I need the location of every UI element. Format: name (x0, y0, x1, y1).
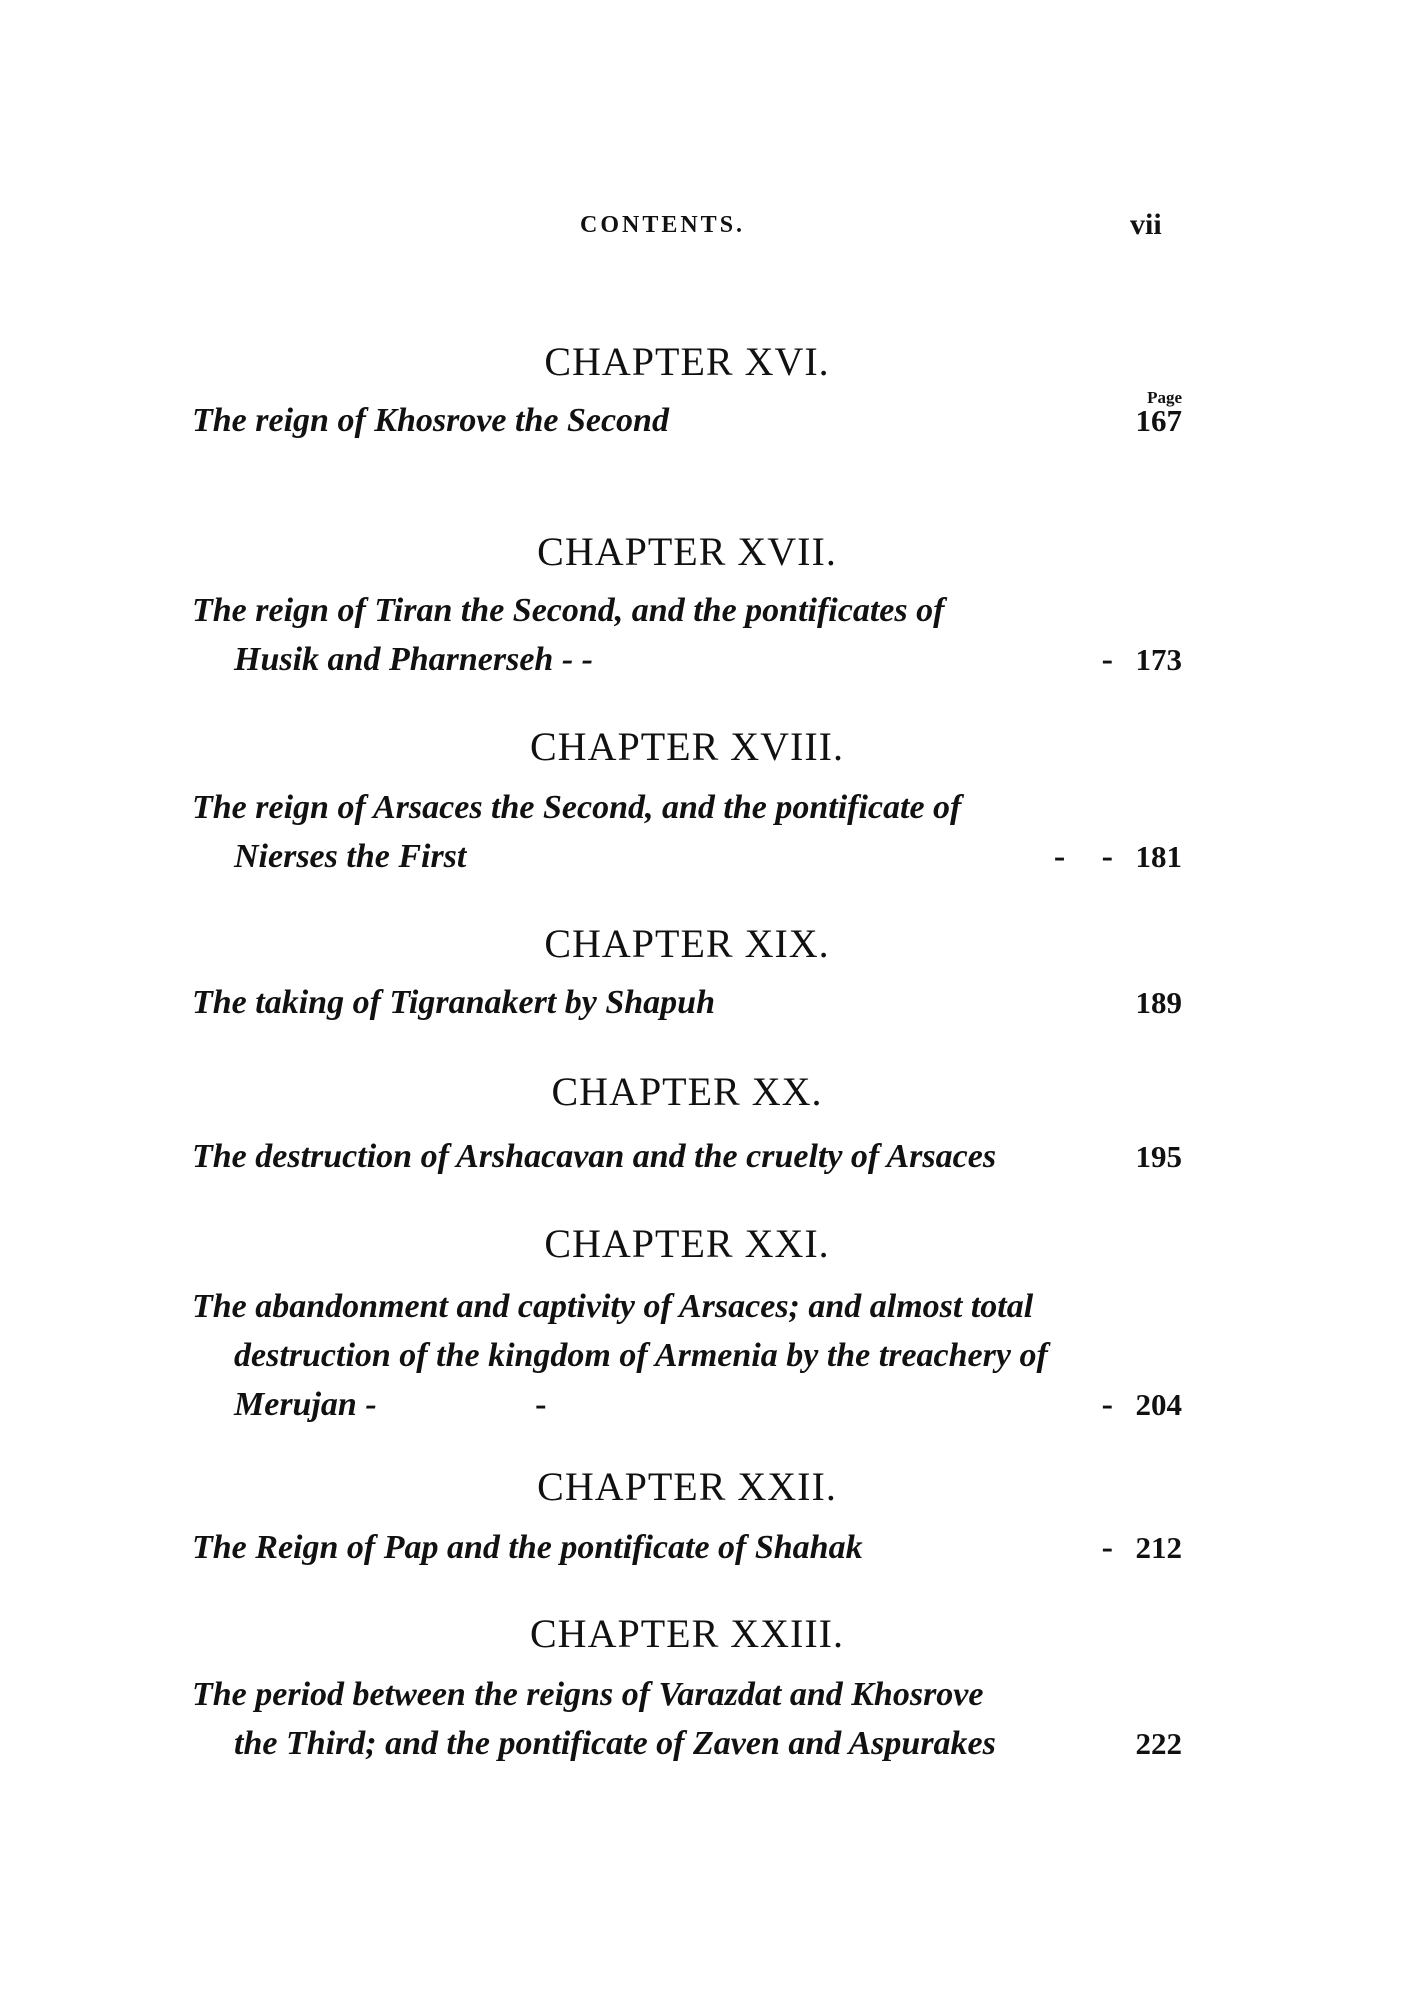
entry-title-line-2: Nierses the First (234, 838, 467, 875)
entry-page: 167 (1135, 403, 1182, 438)
chapter-21 (192, 1222, 1182, 1429)
chapter-19 (192, 922, 1182, 1027)
leader-dots: - - (1053, 838, 1127, 875)
chapter-23 (192, 1612, 1182, 1768)
leader-dots: - (1101, 1529, 1127, 1566)
chapter-17 (192, 530, 1182, 684)
chapter-heading: CHAPTER XXIII. (530, 1611, 844, 1656)
entry-title-line-1: The reign of Arsaces the Second, and the pontificate of (192, 789, 962, 826)
leader-dots: - (1101, 1386, 1127, 1423)
toc-entry (192, 978, 1182, 1027)
page-column-label: Page (1147, 388, 1182, 407)
page-number: vii (1130, 208, 1162, 241)
toc-entry (192, 1670, 1182, 1768)
toc-entry (192, 586, 1182, 684)
chapter-heading: CHAPTER XX. (551, 1069, 823, 1114)
entry-page: 195 (1135, 1139, 1182, 1174)
entry-page: 189 (1135, 985, 1182, 1020)
running-title: CONTENTS. (580, 212, 746, 238)
chapter-20 (192, 1070, 1182, 1181)
entry-page: 173 (1135, 642, 1182, 677)
toc-entry (192, 783, 1182, 881)
entry-page: 222 (1135, 1726, 1182, 1761)
chapter-heading: CHAPTER XVI. (544, 339, 830, 384)
entry-title: The Reign of Pap and the pontificate of Shahak (192, 1529, 863, 1566)
entry-title-line-2: the Third; and the pontificate of Zaven and Aspurakes (234, 1725, 996, 1762)
toc-entry (192, 396, 1182, 445)
chapter-heading: CHAPTER XVIII. (530, 724, 844, 769)
entry-title: The destruction of Arshacavan and the cruelty of Arsaces (192, 1138, 997, 1175)
chapter-18 (192, 725, 1182, 881)
leader-dots: - (535, 1386, 561, 1423)
entry-title-line-3: Merujan - (234, 1386, 377, 1423)
toc-entry (192, 1282, 1182, 1429)
entry-title-line-2: destruction of the kingdom of Armenia by the treachery of (234, 1337, 1048, 1374)
entry-title-line-2: Husik and Pharnerseh - - (234, 641, 593, 678)
entry-title-line-1: The period between the reigns of Varazdat and Khosrove (192, 1676, 984, 1713)
entry-page: 204 (1135, 1387, 1182, 1422)
chapter-22 (192, 1465, 1182, 1572)
entry-title: The reign of Khosrove the Second (192, 402, 669, 439)
entry-title-line-1: The abandonment and captivity of Arsaces; and almost total (192, 1288, 1034, 1325)
entry-page: 212 (1135, 1530, 1182, 1565)
toc-entry (192, 1523, 1182, 1572)
chapter-heading: CHAPTER XVII. (537, 529, 837, 574)
entry-title-line-1: The reign of Tiran the Second, and the pontificates of (192, 592, 945, 629)
running-head (0, 208, 1404, 252)
chapter-heading: CHAPTER XXII. (537, 1464, 837, 1509)
entry-title: The taking of Tigranakert by Shapuh (192, 984, 715, 1021)
chapter-heading: CHAPTER XXI. (544, 1221, 830, 1266)
entry-page: 181 (1135, 839, 1182, 874)
toc-entry (192, 1132, 1182, 1181)
leader-dots: - (1101, 641, 1127, 678)
chapter-16 (192, 340, 1182, 445)
chapter-heading: CHAPTER XIX. (544, 921, 830, 966)
